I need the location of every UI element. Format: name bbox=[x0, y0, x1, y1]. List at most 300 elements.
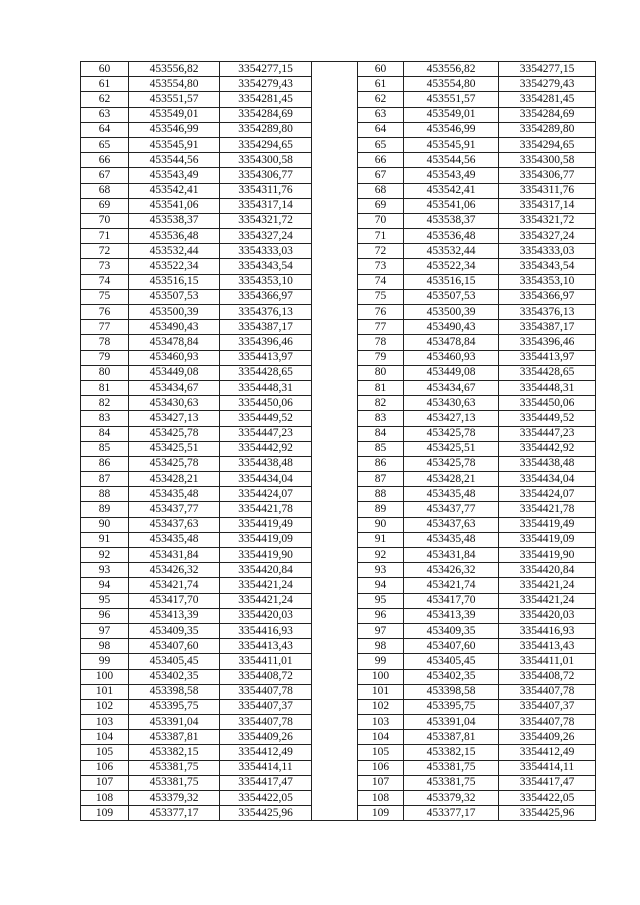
left-point-number-cell: 101 bbox=[81, 684, 129, 699]
table-row bbox=[81, 229, 596, 244]
left-point-number-cell: 92 bbox=[81, 548, 129, 563]
left-point-number-cell: 77 bbox=[81, 320, 129, 335]
left-x-coordinate-cell: 453507,53 bbox=[129, 289, 220, 304]
right-x-coordinate-cell: 453417,70 bbox=[404, 593, 499, 608]
right-x-coordinate-cell: 453409,35 bbox=[404, 623, 499, 638]
right-point-number-cell: 60 bbox=[358, 62, 404, 77]
right-x-coordinate-cell: 453516,15 bbox=[404, 274, 499, 289]
right-x-coordinate-cell: 453549,01 bbox=[404, 107, 499, 122]
left-x-coordinate-cell: 453541,06 bbox=[129, 198, 220, 213]
table-row bbox=[81, 745, 596, 760]
right-y-coordinate-cell: 3354428,65 bbox=[499, 365, 596, 380]
left-x-coordinate-cell: 453536,48 bbox=[129, 229, 220, 244]
left-x-coordinate-cell: 453437,77 bbox=[129, 502, 220, 517]
right-y-coordinate-cell: 3354422,05 bbox=[499, 791, 596, 806]
left-point-number-cell: 72 bbox=[81, 244, 129, 259]
left-point-number-cell: 63 bbox=[81, 107, 129, 122]
column-spacer bbox=[312, 699, 358, 714]
left-point-number-cell: 73 bbox=[81, 259, 129, 274]
column-spacer bbox=[312, 244, 358, 259]
left-point-number-cell: 99 bbox=[81, 654, 129, 669]
column-spacer bbox=[312, 745, 358, 760]
table-row bbox=[81, 62, 596, 77]
right-point-number-cell: 75 bbox=[358, 289, 404, 304]
left-x-coordinate-cell: 453538,37 bbox=[129, 213, 220, 228]
left-point-number-cell: 74 bbox=[81, 274, 129, 289]
left-point-number-cell: 109 bbox=[81, 806, 129, 821]
left-x-coordinate-cell: 453546,99 bbox=[129, 122, 220, 137]
table-row bbox=[81, 578, 596, 593]
table-row bbox=[81, 669, 596, 684]
left-point-number-cell: 106 bbox=[81, 760, 129, 775]
right-x-coordinate-cell: 453541,06 bbox=[404, 198, 499, 213]
left-y-coordinate-cell: 3354317,14 bbox=[220, 198, 312, 213]
right-x-coordinate-cell: 453554,80 bbox=[404, 77, 499, 92]
right-point-number-cell: 94 bbox=[358, 578, 404, 593]
left-point-number-cell: 88 bbox=[81, 487, 129, 502]
right-x-coordinate-cell: 453413,39 bbox=[404, 608, 499, 623]
right-x-coordinate-cell: 453435,48 bbox=[404, 532, 499, 547]
left-y-coordinate-cell: 3354353,10 bbox=[220, 274, 312, 289]
left-y-coordinate-cell: 3354281,45 bbox=[220, 92, 312, 107]
left-point-number-cell: 90 bbox=[81, 517, 129, 532]
left-point-number-cell: 100 bbox=[81, 669, 129, 684]
table-row bbox=[81, 198, 596, 213]
table-row bbox=[81, 623, 596, 638]
left-point-number-cell: 83 bbox=[81, 411, 129, 426]
table-row bbox=[81, 806, 596, 821]
right-point-number-cell: 83 bbox=[358, 411, 404, 426]
right-point-number-cell: 101 bbox=[358, 684, 404, 699]
left-y-coordinate-cell: 3354420,84 bbox=[220, 563, 312, 578]
left-x-coordinate-cell: 453377,17 bbox=[129, 806, 220, 821]
right-point-number-cell: 91 bbox=[358, 532, 404, 547]
table-row bbox=[81, 289, 596, 304]
left-point-number-cell: 87 bbox=[81, 472, 129, 487]
right-point-number-cell: 104 bbox=[358, 730, 404, 745]
right-y-coordinate-cell: 3354417,47 bbox=[499, 775, 596, 790]
right-point-number-cell: 73 bbox=[358, 259, 404, 274]
right-x-coordinate-cell: 453434,67 bbox=[404, 380, 499, 395]
right-y-coordinate-cell: 3354421,24 bbox=[499, 578, 596, 593]
left-x-coordinate-cell: 453417,70 bbox=[129, 593, 220, 608]
right-x-coordinate-cell: 453522,34 bbox=[404, 259, 499, 274]
left-point-number-cell: 86 bbox=[81, 456, 129, 471]
right-x-coordinate-cell: 453538,37 bbox=[404, 213, 499, 228]
right-x-coordinate-cell: 453379,32 bbox=[404, 791, 499, 806]
left-x-coordinate-cell: 453427,13 bbox=[129, 411, 220, 426]
left-point-number-cell: 61 bbox=[81, 77, 129, 92]
column-spacer bbox=[312, 760, 358, 775]
left-y-coordinate-cell: 3354420,03 bbox=[220, 608, 312, 623]
right-x-coordinate-cell: 453425,78 bbox=[404, 426, 499, 441]
right-x-coordinate-cell: 453377,17 bbox=[404, 806, 499, 821]
table-row bbox=[81, 183, 596, 198]
left-x-coordinate-cell: 453554,80 bbox=[129, 77, 220, 92]
right-y-coordinate-cell: 3354412,49 bbox=[499, 745, 596, 760]
column-spacer bbox=[312, 715, 358, 730]
right-point-number-cell: 93 bbox=[358, 563, 404, 578]
table-row bbox=[81, 426, 596, 441]
left-x-coordinate-cell: 453516,15 bbox=[129, 274, 220, 289]
column-spacer bbox=[312, 548, 358, 563]
right-point-number-cell: 61 bbox=[358, 77, 404, 92]
right-point-number-cell: 88 bbox=[358, 487, 404, 502]
right-point-number-cell: 70 bbox=[358, 213, 404, 228]
right-y-coordinate-cell: 3354311,76 bbox=[499, 183, 596, 198]
left-x-coordinate-cell: 453379,32 bbox=[129, 791, 220, 806]
right-x-coordinate-cell: 453536,48 bbox=[404, 229, 499, 244]
right-x-coordinate-cell: 453546,99 bbox=[404, 122, 499, 137]
left-y-coordinate-cell: 3354448,31 bbox=[220, 380, 312, 395]
table-row bbox=[81, 487, 596, 502]
left-y-coordinate-cell: 3354279,43 bbox=[220, 77, 312, 92]
right-y-coordinate-cell: 3354419,49 bbox=[499, 517, 596, 532]
right-y-coordinate-cell: 3354333,03 bbox=[499, 244, 596, 259]
right-point-number-cell: 107 bbox=[358, 775, 404, 790]
left-y-coordinate-cell: 3354396,46 bbox=[220, 335, 312, 350]
right-y-coordinate-cell: 3354438,48 bbox=[499, 456, 596, 471]
left-x-coordinate-cell: 453549,01 bbox=[129, 107, 220, 122]
left-x-coordinate-cell: 453409,35 bbox=[129, 623, 220, 638]
column-spacer bbox=[312, 593, 358, 608]
right-x-coordinate-cell: 453437,77 bbox=[404, 502, 499, 517]
right-y-coordinate-cell: 3354317,14 bbox=[499, 198, 596, 213]
left-y-coordinate-cell: 3354450,06 bbox=[220, 396, 312, 411]
left-x-coordinate-cell: 453430,63 bbox=[129, 396, 220, 411]
left-y-coordinate-cell: 3354412,49 bbox=[220, 745, 312, 760]
right-y-coordinate-cell: 3354411,01 bbox=[499, 654, 596, 669]
left-y-coordinate-cell: 3354277,15 bbox=[220, 62, 312, 77]
column-spacer bbox=[312, 456, 358, 471]
left-y-coordinate-cell: 3354421,24 bbox=[220, 578, 312, 593]
left-y-coordinate-cell: 3354413,97 bbox=[220, 350, 312, 365]
left-y-coordinate-cell: 3354284,69 bbox=[220, 107, 312, 122]
right-point-number-cell: 82 bbox=[358, 396, 404, 411]
column-spacer bbox=[312, 730, 358, 745]
left-x-coordinate-cell: 453542,41 bbox=[129, 183, 220, 198]
left-point-number-cell: 81 bbox=[81, 380, 129, 395]
left-point-number-cell: 104 bbox=[81, 730, 129, 745]
left-y-coordinate-cell: 3354421,78 bbox=[220, 502, 312, 517]
left-y-coordinate-cell: 3354366,97 bbox=[220, 289, 312, 304]
column-spacer bbox=[312, 274, 358, 289]
left-y-coordinate-cell: 3354422,05 bbox=[220, 791, 312, 806]
column-spacer bbox=[312, 350, 358, 365]
right-x-coordinate-cell: 453381,75 bbox=[404, 775, 499, 790]
left-y-coordinate-cell: 3354333,03 bbox=[220, 244, 312, 259]
right-point-number-cell: 63 bbox=[358, 107, 404, 122]
right-x-coordinate-cell: 453544,56 bbox=[404, 153, 499, 168]
left-y-coordinate-cell: 3354407,78 bbox=[220, 684, 312, 699]
left-x-coordinate-cell: 453543,49 bbox=[129, 168, 220, 183]
left-y-coordinate-cell: 3354438,48 bbox=[220, 456, 312, 471]
left-point-number-cell: 108 bbox=[81, 791, 129, 806]
right-y-coordinate-cell: 3354448,31 bbox=[499, 380, 596, 395]
column-spacer bbox=[312, 396, 358, 411]
coordinates-table bbox=[80, 61, 596, 821]
right-y-coordinate-cell: 3354277,15 bbox=[499, 62, 596, 77]
left-x-coordinate-cell: 453382,15 bbox=[129, 745, 220, 760]
left-x-coordinate-cell: 453426,32 bbox=[129, 563, 220, 578]
column-spacer bbox=[312, 623, 358, 638]
right-point-number-cell: 100 bbox=[358, 669, 404, 684]
right-y-coordinate-cell: 3354442,92 bbox=[499, 441, 596, 456]
right-y-coordinate-cell: 3354300,58 bbox=[499, 153, 596, 168]
right-point-number-cell: 68 bbox=[358, 183, 404, 198]
left-y-coordinate-cell: 3354428,65 bbox=[220, 365, 312, 380]
table-row bbox=[81, 107, 596, 122]
left-point-number-cell: 85 bbox=[81, 441, 129, 456]
left-y-coordinate-cell: 3354311,76 bbox=[220, 183, 312, 198]
right-x-coordinate-cell: 453478,84 bbox=[404, 335, 499, 350]
left-point-number-cell: 67 bbox=[81, 168, 129, 183]
column-spacer bbox=[312, 183, 358, 198]
column-spacer bbox=[312, 532, 358, 547]
right-point-number-cell: 69 bbox=[358, 198, 404, 213]
right-y-coordinate-cell: 3354413,97 bbox=[499, 350, 596, 365]
right-x-coordinate-cell: 453542,41 bbox=[404, 183, 499, 198]
column-spacer bbox=[312, 229, 358, 244]
column-spacer bbox=[312, 365, 358, 380]
left-y-coordinate-cell: 3354343,54 bbox=[220, 259, 312, 274]
table-row bbox=[81, 532, 596, 547]
right-y-coordinate-cell: 3354450,06 bbox=[499, 396, 596, 411]
right-y-coordinate-cell: 3354321,72 bbox=[499, 213, 596, 228]
left-x-coordinate-cell: 453556,82 bbox=[129, 62, 220, 77]
column-spacer bbox=[312, 654, 358, 669]
left-point-number-cell: 69 bbox=[81, 198, 129, 213]
left-x-coordinate-cell: 453407,60 bbox=[129, 639, 220, 654]
right-x-coordinate-cell: 453391,04 bbox=[404, 715, 499, 730]
left-point-number-cell: 70 bbox=[81, 213, 129, 228]
right-point-number-cell: 74 bbox=[358, 274, 404, 289]
right-point-number-cell: 99 bbox=[358, 654, 404, 669]
table-row bbox=[81, 274, 596, 289]
right-point-number-cell: 95 bbox=[358, 593, 404, 608]
left-x-coordinate-cell: 453434,67 bbox=[129, 380, 220, 395]
table-row bbox=[81, 213, 596, 228]
coordinates-table-body bbox=[81, 62, 596, 821]
right-point-number-cell: 85 bbox=[358, 441, 404, 456]
left-y-coordinate-cell: 3354407,78 bbox=[220, 715, 312, 730]
right-x-coordinate-cell: 453395,75 bbox=[404, 699, 499, 714]
right-point-number-cell: 86 bbox=[358, 456, 404, 471]
left-point-number-cell: 105 bbox=[81, 745, 129, 760]
right-point-number-cell: 109 bbox=[358, 806, 404, 821]
left-point-number-cell: 97 bbox=[81, 623, 129, 638]
right-y-coordinate-cell: 3354419,90 bbox=[499, 548, 596, 563]
right-y-coordinate-cell: 3354284,69 bbox=[499, 107, 596, 122]
right-y-coordinate-cell: 3354407,78 bbox=[499, 684, 596, 699]
right-x-coordinate-cell: 453421,74 bbox=[404, 578, 499, 593]
left-point-number-cell: 80 bbox=[81, 365, 129, 380]
right-x-coordinate-cell: 453382,15 bbox=[404, 745, 499, 760]
right-y-coordinate-cell: 3354343,54 bbox=[499, 259, 596, 274]
left-x-coordinate-cell: 453544,56 bbox=[129, 153, 220, 168]
right-x-coordinate-cell: 453460,93 bbox=[404, 350, 499, 365]
column-spacer bbox=[312, 502, 358, 517]
table-row bbox=[81, 122, 596, 137]
column-spacer bbox=[312, 563, 358, 578]
right-point-number-cell: 77 bbox=[358, 320, 404, 335]
table-row bbox=[81, 441, 596, 456]
right-point-number-cell: 84 bbox=[358, 426, 404, 441]
left-x-coordinate-cell: 453435,48 bbox=[129, 487, 220, 502]
right-y-coordinate-cell: 3354421,78 bbox=[499, 502, 596, 517]
right-y-coordinate-cell: 3354376,13 bbox=[499, 305, 596, 320]
left-y-coordinate-cell: 3354419,49 bbox=[220, 517, 312, 532]
table-row bbox=[81, 563, 596, 578]
left-x-coordinate-cell: 453490,43 bbox=[129, 320, 220, 335]
left-point-number-cell: 82 bbox=[81, 396, 129, 411]
right-y-coordinate-cell: 3354407,37 bbox=[499, 699, 596, 714]
table-row bbox=[81, 699, 596, 714]
right-y-coordinate-cell: 3354449,52 bbox=[499, 411, 596, 426]
table-row bbox=[81, 153, 596, 168]
left-point-number-cell: 60 bbox=[81, 62, 129, 77]
left-y-coordinate-cell: 3354411,01 bbox=[220, 654, 312, 669]
right-y-coordinate-cell: 3354306,77 bbox=[499, 168, 596, 183]
right-x-coordinate-cell: 453381,75 bbox=[404, 760, 499, 775]
column-spacer bbox=[312, 806, 358, 821]
left-x-coordinate-cell: 453402,35 bbox=[129, 669, 220, 684]
left-point-number-cell: 68 bbox=[81, 183, 129, 198]
right-point-number-cell: 66 bbox=[358, 153, 404, 168]
left-point-number-cell: 93 bbox=[81, 563, 129, 578]
right-point-number-cell: 81 bbox=[358, 380, 404, 395]
left-x-coordinate-cell: 453381,75 bbox=[129, 760, 220, 775]
left-y-coordinate-cell: 3354376,13 bbox=[220, 305, 312, 320]
table-row bbox=[81, 456, 596, 471]
left-point-number-cell: 96 bbox=[81, 608, 129, 623]
right-point-number-cell: 87 bbox=[358, 472, 404, 487]
column-spacer bbox=[312, 107, 358, 122]
left-y-coordinate-cell: 3354442,92 bbox=[220, 441, 312, 456]
right-y-coordinate-cell: 3354409,26 bbox=[499, 730, 596, 745]
table-row bbox=[81, 92, 596, 107]
left-point-number-cell: 94 bbox=[81, 578, 129, 593]
column-spacer bbox=[312, 441, 358, 456]
right-point-number-cell: 97 bbox=[358, 623, 404, 638]
table-row bbox=[81, 244, 596, 259]
right-y-coordinate-cell: 3354425,96 bbox=[499, 806, 596, 821]
right-x-coordinate-cell: 453428,21 bbox=[404, 472, 499, 487]
left-x-coordinate-cell: 453425,78 bbox=[129, 426, 220, 441]
left-point-number-cell: 66 bbox=[81, 153, 129, 168]
coordinates-sheet bbox=[80, 61, 595, 821]
right-y-coordinate-cell: 3354434,04 bbox=[499, 472, 596, 487]
column-spacer bbox=[312, 122, 358, 137]
left-x-coordinate-cell: 453425,78 bbox=[129, 456, 220, 471]
right-point-number-cell: 106 bbox=[358, 760, 404, 775]
column-spacer bbox=[312, 608, 358, 623]
left-x-coordinate-cell: 453437,63 bbox=[129, 517, 220, 532]
column-spacer bbox=[312, 335, 358, 350]
right-x-coordinate-cell: 453430,63 bbox=[404, 396, 499, 411]
left-x-coordinate-cell: 453395,75 bbox=[129, 699, 220, 714]
left-x-coordinate-cell: 453391,04 bbox=[129, 715, 220, 730]
left-x-coordinate-cell: 453460,93 bbox=[129, 350, 220, 365]
left-y-coordinate-cell: 3354408,72 bbox=[220, 669, 312, 684]
left-point-number-cell: 65 bbox=[81, 137, 129, 152]
right-y-coordinate-cell: 3354419,09 bbox=[499, 532, 596, 547]
left-point-number-cell: 84 bbox=[81, 426, 129, 441]
table-row bbox=[81, 472, 596, 487]
column-spacer bbox=[312, 578, 358, 593]
right-x-coordinate-cell: 453500,39 bbox=[404, 305, 499, 320]
table-row bbox=[81, 654, 596, 669]
table-row bbox=[81, 502, 596, 517]
column-spacer bbox=[312, 380, 358, 395]
right-point-number-cell: 76 bbox=[358, 305, 404, 320]
right-point-number-cell: 78 bbox=[358, 335, 404, 350]
table-row bbox=[81, 760, 596, 775]
right-x-coordinate-cell: 453431,84 bbox=[404, 548, 499, 563]
left-x-coordinate-cell: 453478,84 bbox=[129, 335, 220, 350]
column-spacer bbox=[312, 305, 358, 320]
right-point-number-cell: 80 bbox=[358, 365, 404, 380]
left-x-coordinate-cell: 453551,57 bbox=[129, 92, 220, 107]
right-y-coordinate-cell: 3354421,24 bbox=[499, 593, 596, 608]
right-point-number-cell: 79 bbox=[358, 350, 404, 365]
right-x-coordinate-cell: 453545,91 bbox=[404, 137, 499, 152]
right-point-number-cell: 89 bbox=[358, 502, 404, 517]
table-row bbox=[81, 593, 596, 608]
left-y-coordinate-cell: 3354306,77 bbox=[220, 168, 312, 183]
left-x-coordinate-cell: 453545,91 bbox=[129, 137, 220, 152]
right-point-number-cell: 108 bbox=[358, 791, 404, 806]
right-x-coordinate-cell: 453543,49 bbox=[404, 168, 499, 183]
column-spacer bbox=[312, 517, 358, 532]
left-point-number-cell: 91 bbox=[81, 532, 129, 547]
left-y-coordinate-cell: 3354414,11 bbox=[220, 760, 312, 775]
table-row bbox=[81, 715, 596, 730]
right-x-coordinate-cell: 453425,51 bbox=[404, 441, 499, 456]
right-y-coordinate-cell: 3354366,97 bbox=[499, 289, 596, 304]
column-spacer bbox=[312, 77, 358, 92]
left-x-coordinate-cell: 453449,08 bbox=[129, 365, 220, 380]
right-point-number-cell: 96 bbox=[358, 608, 404, 623]
left-point-number-cell: 78 bbox=[81, 335, 129, 350]
left-x-coordinate-cell: 453522,34 bbox=[129, 259, 220, 274]
table-row bbox=[81, 320, 596, 335]
left-y-coordinate-cell: 3354447,23 bbox=[220, 426, 312, 441]
table-row bbox=[81, 168, 596, 183]
right-point-number-cell: 103 bbox=[358, 715, 404, 730]
left-point-number-cell: 75 bbox=[81, 289, 129, 304]
left-y-coordinate-cell: 3354300,58 bbox=[220, 153, 312, 168]
table-row bbox=[81, 259, 596, 274]
table-row bbox=[81, 77, 596, 92]
left-y-coordinate-cell: 3354321,72 bbox=[220, 213, 312, 228]
column-spacer bbox=[312, 137, 358, 152]
left-y-coordinate-cell: 3354425,96 bbox=[220, 806, 312, 821]
column-spacer bbox=[312, 426, 358, 441]
right-x-coordinate-cell: 453449,08 bbox=[404, 365, 499, 380]
right-x-coordinate-cell: 453398,58 bbox=[404, 684, 499, 699]
left-x-coordinate-cell: 453500,39 bbox=[129, 305, 220, 320]
left-x-coordinate-cell: 453413,39 bbox=[129, 608, 220, 623]
column-spacer bbox=[312, 684, 358, 699]
table-row bbox=[81, 335, 596, 350]
right-x-coordinate-cell: 453405,45 bbox=[404, 654, 499, 669]
table-row bbox=[81, 365, 596, 380]
column-spacer bbox=[312, 62, 358, 77]
column-spacer bbox=[312, 153, 358, 168]
right-point-number-cell: 98 bbox=[358, 639, 404, 654]
left-x-coordinate-cell: 453435,48 bbox=[129, 532, 220, 547]
